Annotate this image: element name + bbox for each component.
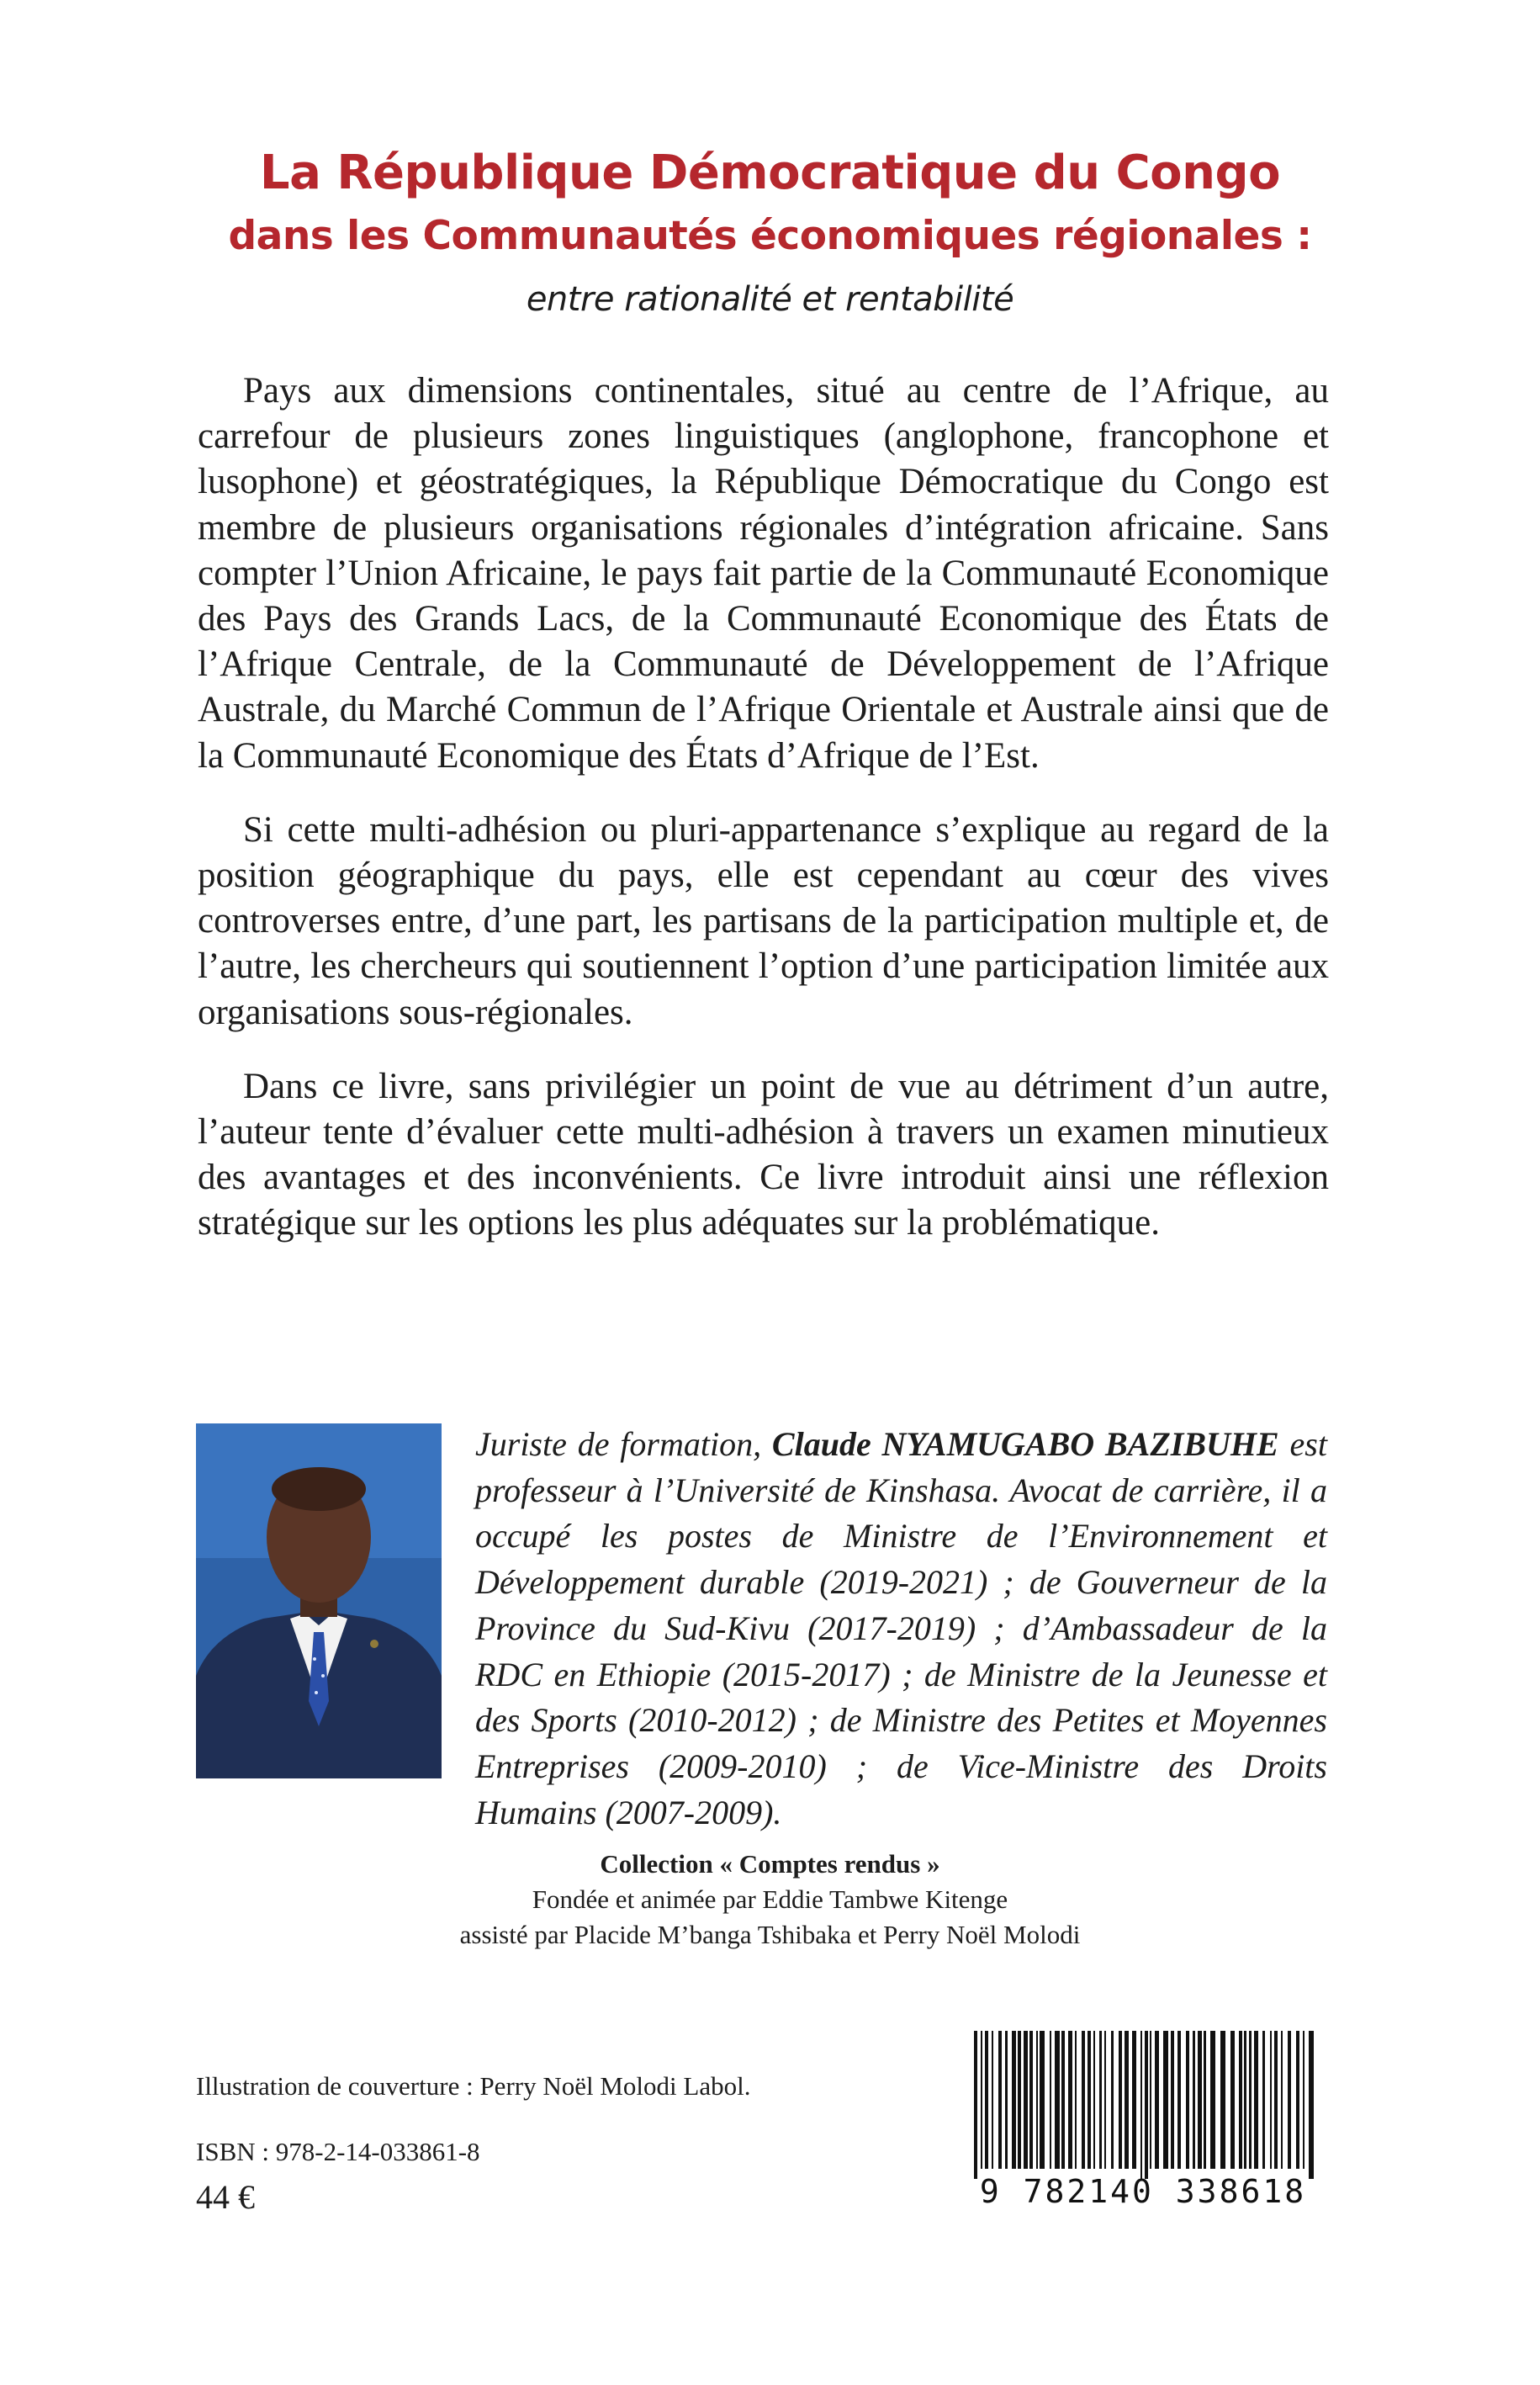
barcode-bar — [1082, 2031, 1085, 2169]
blurb-paragraph-1: Pays aux dimensions continentales, situé au centre de l’Afrique, au carrefour de plusieurs zones linguistiques (anglophone, francophone et lusophone) et géostratégiques, la République Démocratique du Congo est membre de plusieurs organisations régionales d’intégration africaine. Sans compter l’Union Africaine, le pays fait partie de la Communauté Economique des Pays des Grands Lacs, de la Communauté Economique des États de l’Afrique Centrale, de la Communauté de Développement de l’Afrique Australe, du Marché Commun de l’Afrique Orientale et Australe ainsi que de la Communauté Economique des États d’Afrique de l’Est. — [198, 371, 1329, 776]
barcode-bar — [1303, 2031, 1305, 2169]
barcode-bar — [981, 2031, 982, 2169]
collection-assistants: assisté par Placide M’banga Tshibaka et Perry Noël Molodi — [459, 1920, 1081, 1949]
barcode-bar — [1075, 2031, 1077, 2169]
barcode-bar — [1270, 2031, 1272, 2169]
collection-founder: Fondée et animée par Eddie Tambwe Kitenge — [532, 1884, 1008, 1914]
barcode-bar — [1150, 2031, 1151, 2169]
barcode-bar — [1186, 2031, 1189, 2169]
barcode-bar — [1050, 2031, 1051, 2169]
barcode-bar — [1024, 2031, 1028, 2169]
bio-intro: Juriste de formation, — [475, 1425, 772, 1463]
barcode — [959, 2027, 1327, 2211]
barcode-bar — [1012, 2031, 1016, 2169]
title-block — [0, 143, 1540, 325]
barcode-bar — [1244, 2031, 1246, 2169]
barcode-bar — [1132, 2031, 1136, 2169]
barcode-bar — [1288, 2031, 1291, 2169]
price: 44 € — [196, 2178, 255, 2216]
barcode-bar — [1281, 2031, 1283, 2169]
barcode-bar — [1230, 2031, 1235, 2169]
barcode-bar — [1262, 2031, 1265, 2169]
barcode-bar — [1088, 2031, 1091, 2169]
barcode-bar — [1204, 2031, 1206, 2169]
barcode-bar — [1254, 2031, 1258, 2169]
barcode-bar — [1193, 2031, 1195, 2169]
author-photo — [196, 1423, 442, 1778]
barcode-digits: 9 782140 338618 — [979, 2173, 1307, 2210]
author-name: Claude NYAMUGABO BAZIBUHE — [771, 1425, 1279, 1463]
barcode-bar — [1068, 2031, 1072, 2169]
barcode-bar — [1125, 2031, 1129, 2169]
barcode-bar — [1249, 2031, 1252, 2169]
barcode-bar — [1036, 2031, 1038, 2169]
author-bio — [475, 1422, 1327, 1836]
barcode-bar — [1274, 2031, 1278, 2169]
barcode-bar — [1145, 2031, 1148, 2179]
barcode-bar — [1140, 2031, 1142, 2179]
barcode-bar — [1163, 2031, 1168, 2169]
barcode-bar — [1018, 2031, 1021, 2169]
book-title: La République Démocratique du Congo — [259, 146, 1281, 200]
barcode-bars — [959, 2027, 1327, 2211]
barcode-bar — [1005, 2031, 1008, 2169]
barcode-bar — [1210, 2031, 1215, 2169]
barcode-bar — [1040, 2031, 1045, 2169]
book-tagline: entre rationalité et rentabilité — [526, 280, 1014, 319]
barcode-bar — [974, 2031, 977, 2179]
barcode-bar — [1155, 2031, 1159, 2169]
barcode-bar — [1177, 2031, 1181, 2169]
collection-title: Collection « Comptes rendus » — [600, 1849, 940, 1879]
barcode-bar — [992, 2031, 993, 2169]
book-subtitle: dans les Communautés économiques régionales : — [228, 213, 1312, 259]
barcode-bar — [1309, 2031, 1314, 2179]
bio-text: est professeur à l’Université de Kinshasa. Avocat de carrière, il a occupé les postes de Ministre de l’Environnement et Développement durable (2019-2021) ; de Gouverneur de la Province du Sud-Kivu (2017-2019) ; d’Ambassadeur de la RDC en Ethiopie (2015-2017) ; de Ministre de la Jeunesse et des Sports (2010-2012) ; de Ministre des Petites et Moyennes Entreprises (2009-2010) ; de Vice-Ministre des Droits Humains (2007-2009). — [475, 1425, 1327, 1831]
barcode-bar — [985, 2031, 988, 2169]
barcode-bar — [1104, 2031, 1106, 2169]
barcode-bar — [1099, 2031, 1102, 2169]
barcode-bar — [1111, 2031, 1114, 2169]
barcode-bar — [1296, 2031, 1299, 2169]
barcode-bar — [1093, 2031, 1095, 2169]
author-portrait-illustration — [196, 1423, 442, 1778]
blurb-paragraph-2: Si cette multi-adhésion ou pluri-appartenance s’explique au regard de la position géographique du pays, elle est cependant au cœur des vives controverses entre, d’une part, les partisans de la participation multiple et, de l’autre, les chercheurs qui soutiennent l’option d’une participation limitée aux organisations sous-régionales. — [198, 809, 1329, 1032]
barcode-bar — [1061, 2031, 1065, 2169]
barcode-bar — [1239, 2031, 1242, 2169]
barcode-bar — [1171, 2031, 1174, 2169]
cover-illustration-credit: Illustration de couverture : Perry Noël Molodi Labol. — [196, 2071, 751, 2101]
blurb-paragraph-3: Dans ce livre, sans privilégier un point de vue au détriment d’un autre, l’auteur tente d’évaluer cette multi-adhésion à travers un examen minutieux des avantages et des inconvénients. Ce livre introduit ainsi une réflexion stratégique sur les options les plus adéquates sur la problématique. — [198, 1066, 1329, 1243]
barcode-bar — [1055, 2031, 1060, 2169]
collection-info — [0, 1847, 1540, 1953]
barcode-bar — [1119, 2031, 1122, 2169]
barcode-bar — [1220, 2031, 1225, 2169]
barcode-bar — [1029, 2031, 1033, 2169]
blurb — [198, 368, 1329, 1275]
barcode-bar — [1198, 2031, 1202, 2169]
isbn: ISBN : 978-2-14-033861-8 — [196, 2137, 480, 2166]
barcode-bar — [998, 2031, 1002, 2169]
